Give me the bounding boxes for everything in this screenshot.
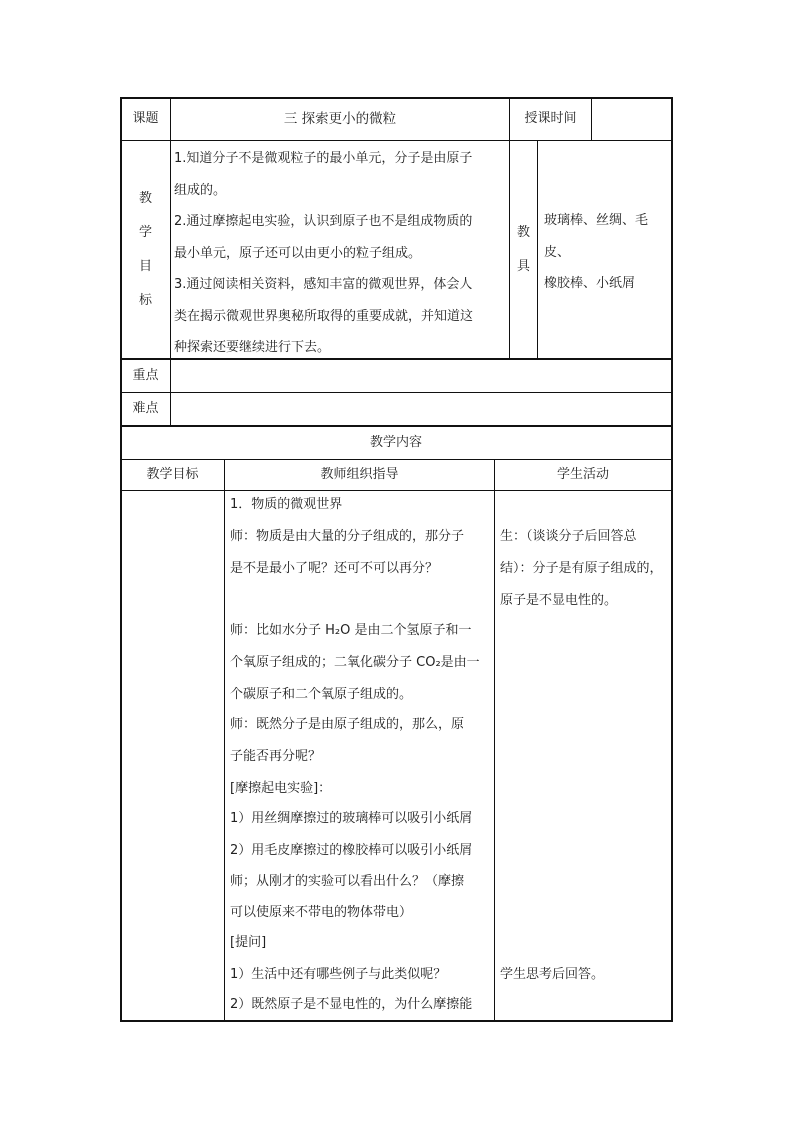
objective-line: 种探索还要继续进行下去。: [174, 340, 331, 355]
objectives-label-char: 标: [138, 292, 152, 308]
column-header-objective: 教学目标: [146, 467, 199, 482]
teacher-line: 师；从刚才的实验可以看出什么？（摩擦: [230, 874, 465, 889]
teacher-line: 2）用毛皮摩擦过的橡胶棒可以吸引小纸屑: [230, 843, 473, 858]
teacher-line: 师：既然分子是由原子组成的，那么，原: [230, 717, 465, 732]
objectives-label-char: 教: [138, 190, 152, 206]
teacher-line: 1）生活中还有哪些例子与此类似呢？: [230, 967, 447, 982]
col-divider: [537, 140, 538, 359]
objectives-label-char: 学: [138, 224, 152, 240]
teacher-line: 1．物质的微观世界: [230, 497, 343, 512]
objective-line: 3.通过阅读相关资料，感知丰富的微观世界，体会人: [174, 277, 473, 292]
col-divider: [494, 459, 495, 1021]
key-point-label: 重点: [132, 368, 159, 383]
content-title: 教学内容: [369, 435, 422, 450]
tools-label-char: 具: [516, 258, 530, 274]
teacher-line: 可以使原来不带电的物体带电）: [230, 905, 413, 920]
student-activity: [500, 491, 670, 1019]
col-divider: [224, 459, 225, 1021]
objective-line: 组成的。: [174, 182, 227, 198]
column-header-teacher: 教师组织指导: [320, 467, 399, 482]
tools-text: [544, 205, 670, 300]
teacher-line: 子能否再分呢？: [230, 749, 322, 764]
student-line: 生：（谈谈分子后回答总: [500, 529, 637, 544]
student-line: 原子是不显电性的。: [500, 593, 618, 608]
time-value: [592, 98, 671, 140]
tools-label-char: 教: [516, 224, 530, 240]
teacher-line: 个碳原子和二个氧原子组成的。: [230, 687, 413, 702]
objective-line: 1.知道分子不是微观粒子的最小单元，分子是由原子: [174, 151, 473, 166]
teacher-line: 师：比如水分子 H₂O 是由二个氢原子和一: [230, 623, 472, 638]
teacher-guidance: [230, 491, 492, 1019]
objective-line: 2.通过摩擦起电实验，认识到原子也不是组成物质的: [174, 214, 473, 229]
topic-label: 课题: [132, 111, 159, 126]
col-divider: [170, 97, 171, 426]
objectives-text: [174, 143, 508, 357]
objective-line: 类在揭示微观世界奥秘所取得的重要成就，并知道这: [174, 308, 474, 324]
table-border-right: [671, 97, 673, 1022]
teacher-line: 2）既然原子是不显电性的，为什么摩擦能: [230, 997, 473, 1012]
tools-line: 玻璃棒、丝绸、毛皮、: [544, 213, 649, 260]
teacher-line: 师：物质是由大量的分子组成的，那分子: [230, 529, 465, 544]
tools-line: 橡胶棒、小纸屑: [544, 276, 636, 291]
teacher-line: 是不是最小了呢？还可不可以再分？: [230, 561, 439, 576]
objectives-label-char: 目: [138, 258, 152, 274]
topic-value: 三 探索更小的微粒: [283, 111, 397, 127]
teacher-line: 1）用丝绸摩擦过的玻璃棒可以吸引小纸屑: [230, 811, 473, 826]
student-line: 学生思考后回答。: [500, 967, 605, 982]
student-line: 结）：分子是有原子组成的，: [500, 561, 663, 576]
time-label: 授课时间: [524, 111, 577, 126]
tools-label: [510, 141, 537, 358]
objective-line: 最小单元，原子还可以由更小的粒子组成。: [174, 245, 422, 261]
row-divider: [120, 392, 673, 393]
table-border-bottom: [120, 1020, 673, 1022]
teacher-line: 个氧原子组成的；二氧化碳分子 CO₂是由一: [230, 655, 480, 670]
teacher-line: [提问]: [230, 935, 267, 950]
column-header-student: 学生活动: [556, 467, 609, 482]
objectives-label: [121, 141, 170, 358]
difficult-point-label: 难点: [132, 401, 159, 416]
teacher-line: [摩擦起电实验]：: [230, 781, 332, 796]
